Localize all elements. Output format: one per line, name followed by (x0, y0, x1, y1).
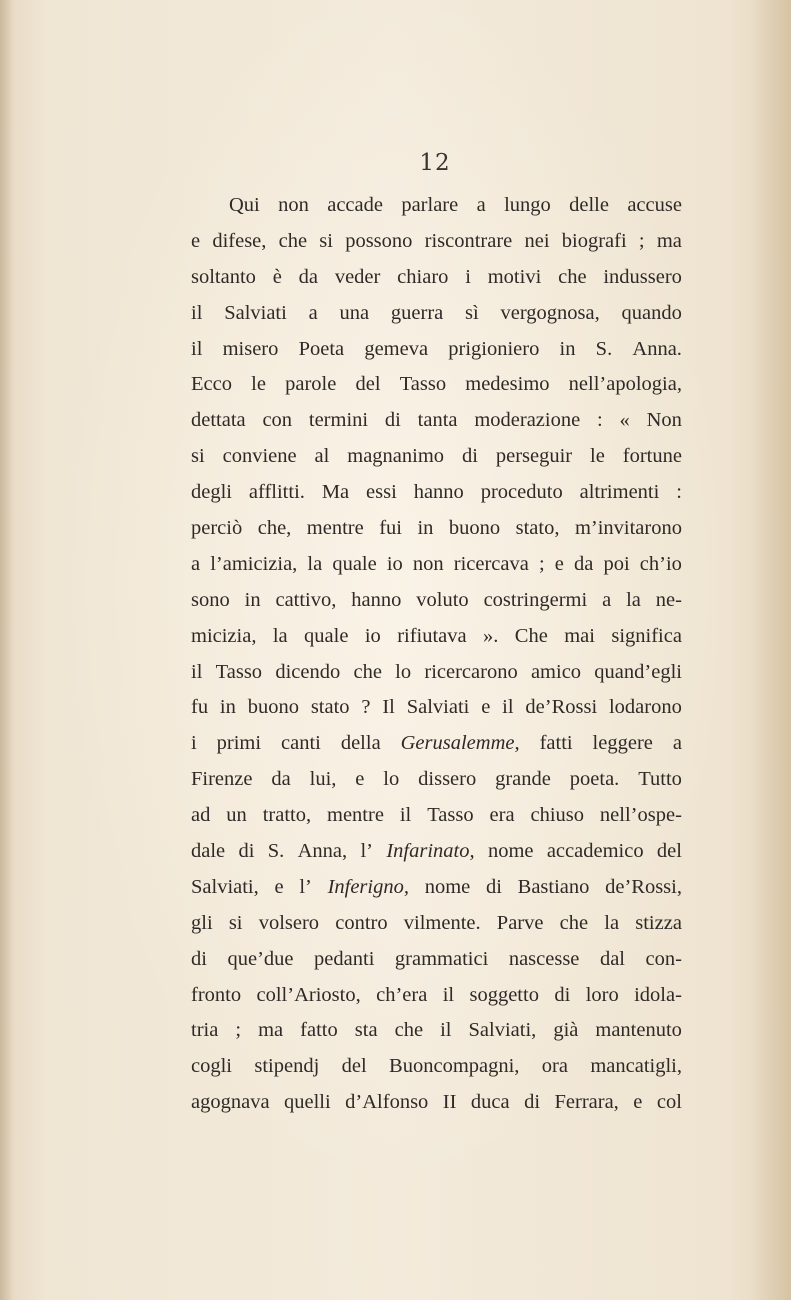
text-line (191, 439, 682, 475)
word: S. (595, 337, 613, 360)
word: contro (335, 911, 388, 934)
word: sta (354, 1019, 378, 1042)
word: la (307, 552, 323, 575)
word: buono (448, 517, 501, 540)
word: biografi (561, 229, 627, 252)
word: afflitti. (248, 481, 305, 504)
word: con (262, 409, 293, 432)
word: mai (564, 624, 595, 647)
word: termini (308, 409, 369, 432)
word: S. (267, 840, 285, 863)
text-line (191, 726, 682, 762)
word: magnanimo (347, 445, 445, 468)
text-line (191, 403, 682, 439)
word: i (191, 732, 197, 755)
word: amico (530, 660, 582, 683)
word: il (191, 337, 203, 360)
word: gemeva (364, 337, 429, 360)
word: dal (599, 947, 625, 970)
word: a (308, 301, 318, 324)
text-line (191, 655, 682, 691)
word: lo (383, 768, 400, 791)
word: fronto (191, 983, 242, 1006)
word: pedanti (314, 947, 375, 970)
word: in (244, 588, 261, 611)
word: Bastiano (517, 875, 590, 898)
word: quale (332, 552, 377, 575)
text-line (191, 1049, 682, 1085)
italic-word: Inferigno, (327, 875, 409, 898)
word: Tasso (215, 660, 263, 683)
word: Non (646, 409, 682, 432)
word: vilmente. (403, 911, 481, 934)
word: che (559, 911, 589, 934)
page-edge-stain (751, 0, 791, 1300)
word: una (339, 301, 370, 324)
word: fortune (622, 445, 682, 468)
word: prigioniero (448, 337, 540, 360)
word: non (412, 552, 444, 575)
word: perciò (191, 517, 243, 540)
word: ora (541, 1055, 568, 1078)
word: nome (424, 875, 471, 898)
word: Buoncompagni, (389, 1055, 520, 1078)
word: Salviati (406, 696, 470, 719)
word: a (191, 552, 201, 575)
word: ma (656, 229, 682, 252)
word: idola- (634, 983, 682, 1006)
word: dicendo (275, 660, 341, 683)
word: e (355, 768, 365, 791)
word: veder (334, 265, 381, 288)
word: agognava (191, 1091, 270, 1114)
word: altrimenti (579, 481, 660, 504)
word: il (502, 696, 514, 719)
word: canti (281, 732, 321, 755)
word: rifiutava (397, 624, 467, 647)
word: ; (235, 1019, 242, 1042)
word: ; (638, 229, 645, 252)
word: dale (191, 840, 226, 863)
word: hanno (413, 481, 464, 504)
text-line (191, 619, 682, 655)
word: medesimo (465, 373, 550, 396)
word: al (314, 445, 330, 468)
word: nascesse (508, 947, 580, 970)
word: buono (247, 696, 299, 719)
word: de’Rossi, (605, 875, 682, 898)
word: Ferrara, (554, 1091, 619, 1114)
word: grande (495, 768, 551, 791)
word: Parve (496, 911, 544, 934)
word: l’amicizia, (210, 552, 298, 575)
word: parole (285, 373, 337, 396)
word: misero (222, 337, 279, 360)
word: Anna, (297, 840, 348, 863)
word: ricercava (453, 552, 529, 575)
word: lodarono (608, 696, 682, 719)
word: le (251, 373, 266, 396)
word: quando (621, 301, 682, 324)
word: mentre (327, 804, 384, 827)
word: mantenuto (595, 1019, 682, 1042)
text-line (191, 1013, 682, 1049)
word: la (272, 624, 288, 647)
word: di (524, 1091, 541, 1114)
word: : (597, 409, 603, 432)
word: ch’era (376, 983, 428, 1006)
text-line (191, 583, 682, 619)
word: chiuso (530, 804, 584, 827)
word: proceduto (480, 481, 563, 504)
text-line (191, 1085, 682, 1121)
word: in (417, 517, 434, 540)
word: indussero (603, 265, 682, 288)
word: ». (483, 624, 499, 647)
text-line (191, 906, 682, 942)
word: già (553, 1019, 579, 1042)
word: ? (361, 696, 371, 719)
word: degli (191, 481, 232, 504)
word: da (573, 552, 594, 575)
word: m’invitarono (574, 517, 682, 540)
word: duca (470, 1091, 510, 1114)
word: il (191, 301, 203, 324)
word: i (465, 265, 471, 288)
word: de’Rossi (525, 696, 598, 719)
word: poi (603, 552, 630, 575)
word: quand’egli (594, 660, 682, 683)
word: mancatigli, (590, 1055, 682, 1078)
word: e (633, 1091, 643, 1114)
text-line (191, 798, 682, 834)
word: Salviati (224, 301, 287, 324)
word: nome (487, 840, 534, 863)
word: Tasso (399, 373, 447, 396)
text-line (191, 762, 682, 798)
word: stipendj (254, 1055, 320, 1078)
page-number: 12 (419, 150, 451, 176)
word: di (238, 840, 255, 863)
word: del (656, 840, 682, 863)
word: e (191, 229, 201, 252)
word: il (399, 804, 412, 827)
word: ad (191, 804, 211, 827)
word: que’due (227, 947, 294, 970)
word: a (602, 588, 612, 611)
text-line (191, 367, 682, 403)
word: il (442, 983, 455, 1006)
word: di (461, 445, 478, 468)
word: il (440, 1019, 452, 1042)
word: ch’io (639, 552, 682, 575)
word: soltanto (191, 265, 256, 288)
word: non (278, 194, 309, 216)
word: della (340, 732, 381, 755)
word: con- (645, 947, 682, 970)
word: d’Alfonso (345, 1091, 429, 1114)
text-line (191, 690, 682, 726)
word: di (191, 947, 207, 970)
word: Salviati, (191, 875, 259, 898)
word: primi (216, 732, 262, 755)
word: soggetto (469, 983, 539, 1006)
text-line (191, 942, 682, 978)
word: hanno (351, 588, 402, 611)
text-line (191, 978, 682, 1014)
italic-word: Infarinato, (386, 840, 475, 863)
word: in (559, 337, 576, 360)
word: e (274, 875, 284, 898)
word: vergognosa, (500, 301, 600, 324)
word: tratto, (262, 804, 312, 827)
word: delle (569, 194, 609, 216)
word: del (355, 373, 381, 396)
text-line (191, 475, 682, 511)
word: un (226, 804, 247, 827)
word: di (554, 983, 571, 1006)
word: dissero (418, 768, 477, 791)
word: accuse (627, 194, 682, 216)
word: quelli (284, 1091, 331, 1114)
word: di (485, 875, 502, 898)
word: loro (585, 983, 619, 1006)
text-line (191, 260, 682, 296)
word: si (191, 445, 205, 468)
word: motivi (487, 265, 542, 288)
word: tria (191, 1019, 219, 1042)
word: che (558, 265, 587, 288)
word: essi (366, 481, 397, 504)
word: quale (304, 624, 349, 647)
word: a (672, 732, 682, 755)
word: si (319, 229, 333, 252)
word: possono (345, 229, 413, 252)
word: accade (327, 194, 383, 216)
word: che, (257, 517, 292, 540)
word: poeta. (569, 768, 620, 791)
word: nei (524, 229, 550, 252)
word: Tasso (427, 804, 474, 827)
word: ne- (655, 588, 682, 611)
text-line (191, 332, 682, 368)
word: volsero (258, 911, 320, 934)
spine-shadow (0, 0, 14, 1300)
word: cogli (191, 1055, 232, 1078)
text-line (191, 547, 682, 583)
word: dettata (191, 409, 246, 432)
word: riscontrare (424, 229, 513, 252)
word: fu (191, 696, 209, 719)
word: Tutto (638, 768, 682, 791)
word: lo (395, 660, 412, 683)
word: Ecco (191, 373, 232, 396)
text-line (191, 511, 682, 547)
word: Firenze (191, 768, 253, 791)
word: Poeta (298, 337, 345, 360)
word: Il (382, 696, 395, 719)
word: tanta (417, 409, 458, 432)
word: stizza (635, 911, 682, 934)
word: stato, (515, 517, 560, 540)
word: col (656, 1091, 682, 1114)
word: a (476, 194, 486, 216)
word: fatto (300, 1019, 338, 1042)
word: lui, (309, 768, 337, 791)
word: le (590, 445, 605, 468)
word: io (386, 552, 403, 575)
text-line (191, 188, 682, 224)
body-text (191, 188, 682, 1121)
word: ma (258, 1019, 284, 1042)
word: parlare (401, 194, 459, 216)
text-line (191, 296, 682, 332)
word: sì (465, 301, 479, 324)
word: è (272, 265, 282, 288)
word: cattivo, (275, 588, 337, 611)
word: il (191, 660, 203, 683)
word: accademico (546, 840, 644, 863)
word: Anna. (632, 337, 682, 360)
word: grammatici (394, 947, 489, 970)
word: si (228, 911, 243, 934)
word: la (604, 911, 620, 934)
word: costringermi (483, 588, 588, 611)
italic-word: Gerusalemme, (400, 732, 520, 755)
word: da (298, 265, 319, 288)
text-line (191, 834, 682, 870)
word: nell’ospe- (599, 804, 682, 827)
word: in (219, 696, 236, 719)
word: ricercarono (424, 660, 518, 683)
word: stato (310, 696, 350, 719)
word: Ma (321, 481, 350, 504)
word: Qui (229, 194, 260, 216)
word: fatti (539, 732, 573, 755)
text-line (191, 224, 682, 260)
word: sono (191, 588, 230, 611)
word: che (278, 229, 308, 252)
word: l’ (299, 875, 312, 898)
text-line (191, 870, 682, 906)
word: mentre (306, 517, 364, 540)
word: di (384, 409, 401, 432)
word: lungo (504, 194, 551, 216)
word: : (676, 481, 682, 504)
word: leggere (592, 732, 653, 755)
word: e (554, 552, 564, 575)
word: difese, (212, 229, 267, 252)
word: perseguir (495, 445, 573, 468)
word: la (626, 588, 641, 611)
word: da (271, 768, 291, 791)
word: nell’apologia, (568, 373, 682, 396)
word: voluto (416, 588, 469, 611)
word: era (489, 804, 515, 827)
word: coll’Ariosto, (256, 983, 361, 1006)
word: significa (611, 624, 682, 647)
word: conviene (222, 445, 297, 468)
word: Salviati, (468, 1019, 537, 1042)
word: che (353, 660, 382, 683)
word: moderazione (474, 409, 581, 432)
word: io (364, 624, 381, 647)
word: che (394, 1019, 424, 1042)
word: fui (379, 517, 402, 540)
word: e (481, 696, 491, 719)
word: micizia, (191, 624, 257, 647)
word: gli (191, 911, 213, 934)
word: l’ (360, 840, 374, 863)
word: Che (514, 624, 548, 647)
word: chiaro (397, 265, 449, 288)
word: del (341, 1055, 367, 1078)
word: guerra (390, 301, 444, 324)
word: « (619, 409, 630, 432)
word: II (442, 1091, 457, 1114)
word: ; (538, 552, 545, 575)
